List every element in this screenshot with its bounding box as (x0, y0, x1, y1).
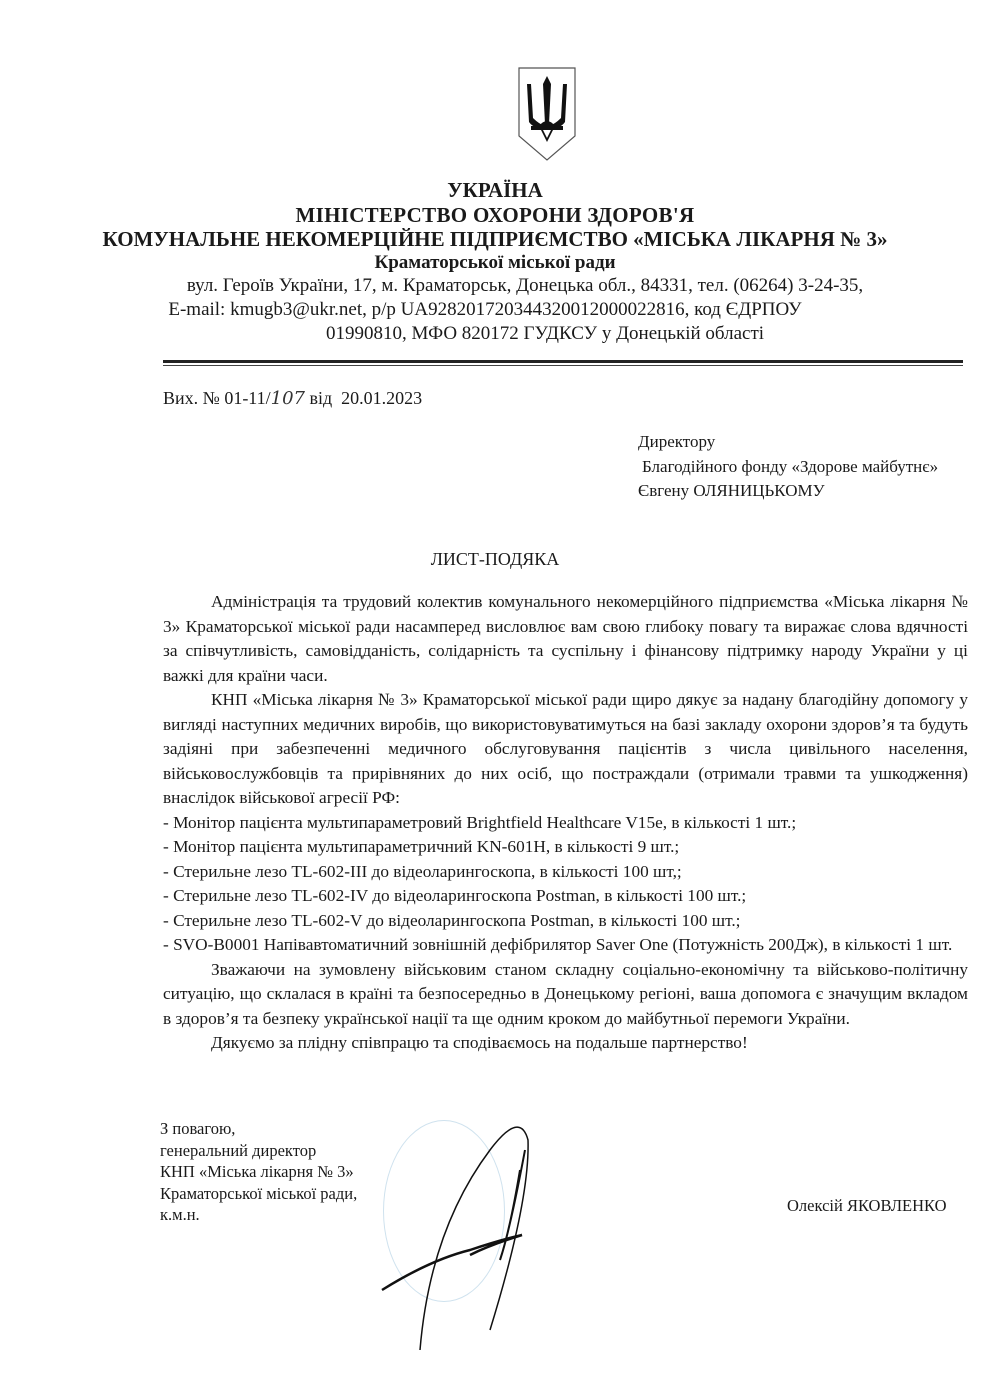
header-ministry: МІНІСТЕРСТВО ОХОРОНИ ЗДОРОВ'Я (295, 203, 695, 227)
header-divider (163, 360, 963, 363)
outgoing-prefix: Вих. № 01-11/ (163, 388, 271, 408)
header-council: Краматорської міської ради (374, 252, 616, 273)
signer-organization: КНП «Міська лікарня № 3» (160, 1162, 354, 1181)
letter-title: ЛИСТ-ПОДЯКА (430, 549, 560, 569)
header-country: УКРАЇНА (447, 178, 543, 202)
header-address-line3: 01990810, МФО 820172 ГУДКСУ у Донецькій області (325, 323, 765, 344)
list-item: - Монітор пацієнта мультипараметровий Brightfield Healthcare V15e, в кількості 1 шт.; (163, 812, 797, 832)
paragraph-4: Дякуємо за плідну співпрацю та сподіваємось на подальше партнерство! (211, 1033, 748, 1052)
signer-degree: к.м.н. (160, 1205, 200, 1224)
header-address-line2: E-mail: kmugb3@ukr.net, р/р UA928201720344320012000022816, код ЄДРПОУ (168, 299, 802, 320)
signer-council: Краматорської міської ради, (160, 1183, 358, 1203)
addressee-block (638, 430, 938, 504)
list-item: - Монітор пацієнта мультипараметричний KN-601H, в кількості 9 шт.; (163, 837, 680, 856)
letter-body (163, 590, 968, 1056)
list-item: - Стерильне лезо TL-602-IV до відеоларингоскопа Postman, в кількості 100 шт.; (163, 886, 747, 905)
header-divider-thin (163, 365, 963, 366)
list-item: - Стерильне лезо TL-602-III до відеоларингоскопа, в кількості 100 шт,; (163, 861, 682, 881)
handwritten-signature-icon (370, 1110, 600, 1360)
items-list (163, 811, 968, 958)
closing: З повагою, (160, 1119, 236, 1138)
addressee-organization: Благодійного фонду «Здорове майбутнє» (642, 456, 939, 476)
outgoing-date: 20.01.2023 (341, 388, 423, 408)
list-item: - SVO-B0001 Напівавтоматичний зовнішній дефібрилятор Saver One (Потужність 200Дж), в кількості 1 шт. (163, 935, 953, 954)
addressee-position: Директору (638, 432, 716, 451)
signature-block (160, 1118, 357, 1226)
signer-name: Олексій ЯКОВЛЕНКО (787, 1196, 947, 1215)
header-organization: КОМУНАЛЬНЕ НЕКОМЕРЦІЙНЕ ПІДПРИЄМСТВО «МІСЬКА ЛІКАРНЯ № 3» (102, 227, 888, 251)
header-address-line1: вул. Героїв України, 17, м. Краматорськ, Донецька обл., 84331, тел. (06264) 3-24-35, (186, 275, 864, 296)
coat-of-arms-trident-icon (517, 66, 577, 162)
paragraph-3: Зважаючи на зумовлену військовим станом складну соціально-економічну та військово-політичну ситуацію, що склалася в країні та безпосередньо в Донецькому регіоні, ваша допомога є значущим вкладом в здоров’я та безпеку української нації та ще одним кроком до майбутньої перемоги України. (163, 959, 968, 1028)
list-item: - Стерильне лезо TL-602-V до відеоларингоскопа Postman, в кількості 100 шт.; (163, 910, 741, 930)
signer-position: генеральний директор (160, 1140, 317, 1160)
paragraph-2: КНП «Міська лікарня № 3» Краматорської міської ради щиро дякує за надану благодійну допомогу у вигляді наступних медичних виробів, що використовуватимуться на базі закладу охорони здоров’я та будуть задіяні при забезпеченні медичного обслуговування пацієнтів з числа цивільного населення, військовослужбовців та прирівняних до них осіб, що постраждали (отримали травми та ушкодження) внаслідок військової агресії РФ: (163, 690, 968, 807)
addressee-name: Євгену ОЛЯНИЦЬКОМУ (638, 481, 825, 500)
paragraph-1: Адміністрація та трудовий колектив комунального некомерційного підприємства «Міська лікарня № 3» Краматорської міської ради насамперед висловлює вам свою глибоку повагу та виражає слова вдячності за співчутливість, самовідданість, солідарність та суспільну і фінансову підтримку народу України у ці важкі для країни часи. (163, 592, 968, 685)
date-label: від (305, 388, 342, 408)
outgoing-number (163, 388, 422, 409)
handwritten-number: 107 (270, 388, 305, 409)
